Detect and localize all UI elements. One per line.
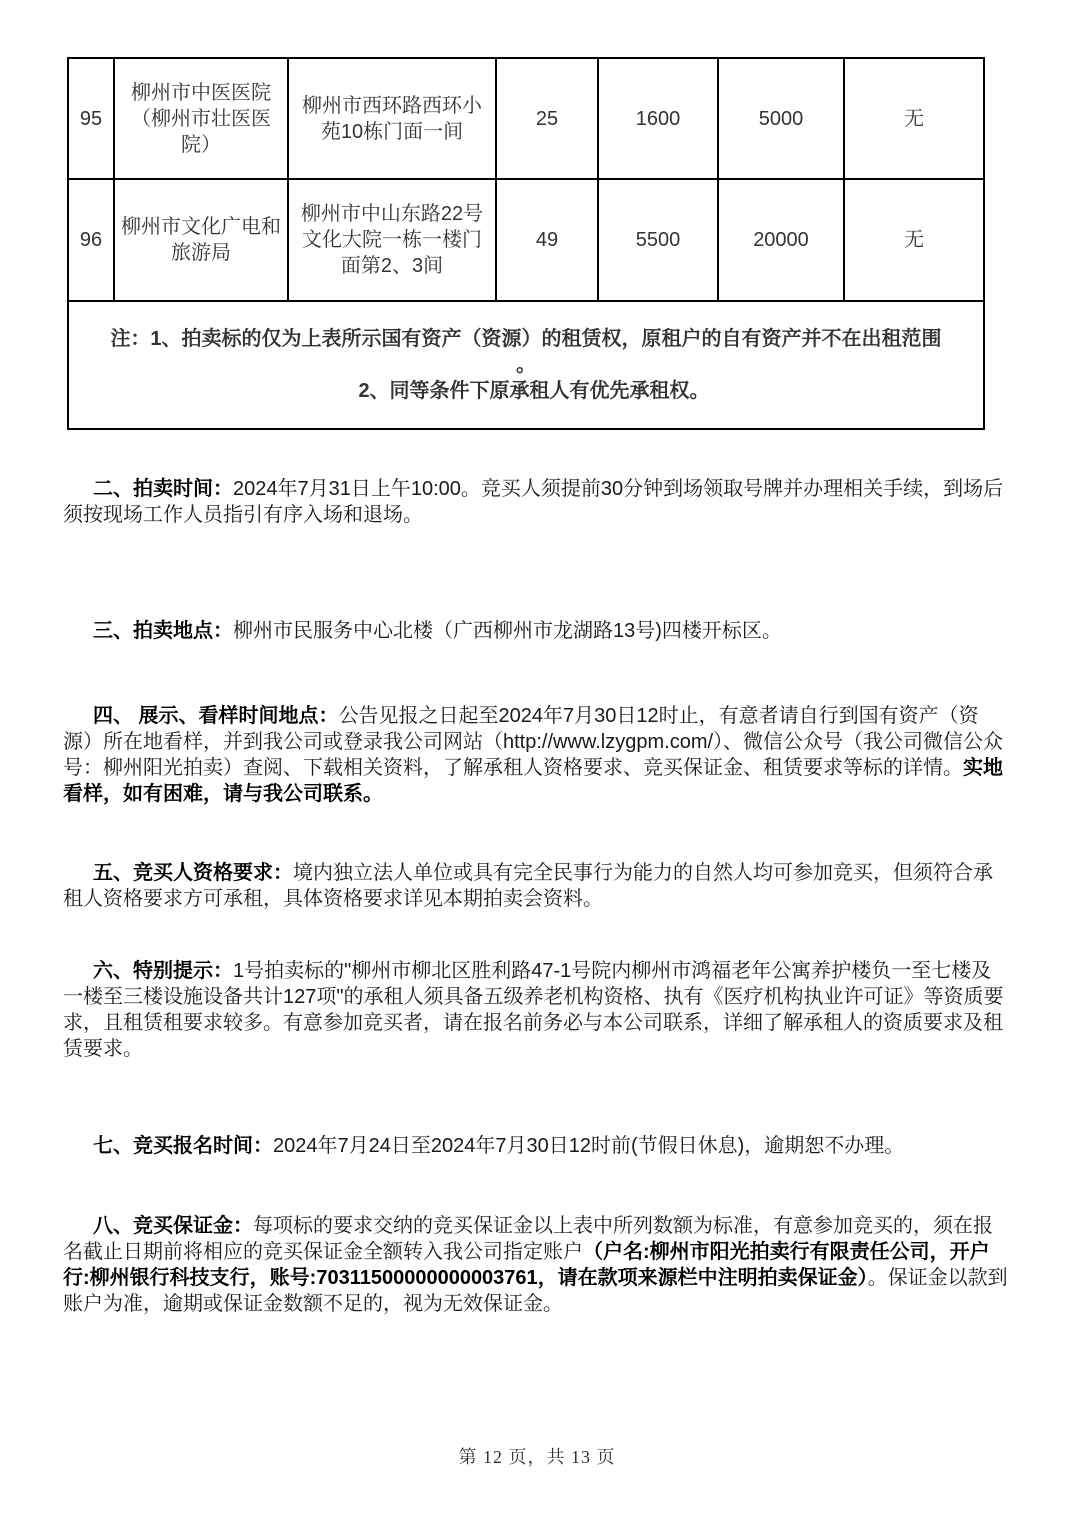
cell-deposit: 20000 [718, 179, 844, 301]
section-label: 五、竞买人资格要求： [93, 862, 293, 884]
section-special-notice [63, 958, 1008, 1062]
section-label: 七、竞买报名时间： [93, 1135, 273, 1157]
section-bold-text: 实地看样，如有困难，请与我公司联系。 [63, 757, 1003, 805]
cell-asset-location: 柳州市西环路西环小苑10栋门面一间 [288, 58, 496, 179]
notes-row [68, 301, 984, 429]
cell-asset-location: 柳州市中山东路22号文化大院一栋一楼门面第2、3间 [288, 179, 496, 301]
page-number-footer: 第 12 页，共 13 页 [458, 1447, 616, 1467]
cell-owner-name: 柳州市文化广电和旅游局 [114, 179, 288, 301]
note-line: 2、同等条件下原承租人有优先承租权。 [358, 380, 710, 402]
cell-area: 49 [496, 179, 598, 301]
section-text: 。保证金以款到账户为准，逾期或保证金数额不足的，视为无效保证金。 [63, 1267, 1008, 1315]
cell-lot-number: 95 [68, 58, 114, 179]
auction-lots-table [67, 57, 985, 430]
section-text: 2024年7月31日上午10:00。竞买人须提前30分钟到场领取号牌并办理相关手续，到场后须按现场工作人员指引有序入场和退场。 [63, 478, 1004, 526]
note-line: 注：1、拍卖标的仅为上表所示国有资产（资源）的租赁权，原租户的自有资产并不在出租范围 [110, 328, 942, 350]
section-text: 境内独立法人单位或具有完全民事行为能力的自然人均可参加竞买，但须符合承租人资格要求方可承租，具体资格要求详见本期拍卖会资料。 [63, 862, 993, 910]
section-text: 1号拍卖标的"柳州市柳北区胜利路47-1号院内柳州市鸿福老年公寓养护楼负一至七楼及一楼至三楼设施设备共计127项"的承租人须具备五级养老机构资格、执有《医疗机构执业许可证》等资质要求，且租赁租要求较多。有意参加竞买者，请在报名前务必与本公司联系，详细了解承租人的资质要求及租赁要求。 [63, 960, 1004, 1060]
section-viewing-time-place [63, 703, 1008, 807]
cell-remark: 无 [844, 58, 984, 179]
table-row [68, 179, 984, 301]
section-label: 八、竞买保证金： [93, 1215, 253, 1237]
section-text: 柳州市民服务中心北楼（广西柳州市龙湖路13号)四楼开标区。 [233, 620, 782, 642]
table-notes [68, 301, 984, 429]
table-row [68, 58, 984, 179]
cell-rent: 1600 [598, 58, 718, 179]
section-bid-deposit [63, 1213, 1008, 1317]
section-label: 四、 展示、看样时间地点： [93, 705, 339, 727]
section-auction-time [63, 476, 1008, 528]
section-bold-text: （户名:柳州市阳光拍卖行有限责任公司，开户行:柳州银行科技支行，账号:70311500000000003761，请在款项来源栏中注明拍卖保证金） [63, 1241, 990, 1289]
cell-rent: 5500 [598, 179, 718, 301]
announcement-body [63, 476, 1008, 1317]
section-auction-venue [63, 618, 1008, 644]
note-line: 。 [516, 354, 536, 376]
cell-owner-name: 柳州市中医医院（柳州市壮医医院） [114, 58, 288, 179]
cell-lot-number: 96 [68, 179, 114, 301]
cell-area: 25 [496, 58, 598, 179]
section-registration-time [63, 1133, 1008, 1159]
section-text: 公告见报之日起至2024年7月30日12时止，有意者请自行到国有资产（资源）所在地看样，并到我公司或登录我公司网站（http://www.lzygpm.com/）、微信公众号（我公司微信公众号：柳州阳光拍卖）查阅、下载相关资料，了解承租人资格要求、竞买保证金、租赁要求等标的详情。 [63, 705, 1004, 779]
cell-deposit: 5000 [718, 58, 844, 179]
section-label: 三、拍卖地点： [93, 620, 233, 642]
section-label: 二、拍卖时间： [93, 478, 233, 500]
cell-remark: 无 [844, 179, 984, 301]
section-label: 六、特别提示： [93, 960, 233, 982]
section-bidder-qualification [63, 860, 1008, 912]
section-text: 2024年7月24日至2024年7月30日12时前(节假日休息)，逾期恕不办理。 [273, 1135, 905, 1157]
section-text: 每项标的要求交纳的竞买保证金以上表中所列数额为标准，有意参加竞买的，须在报名截止日期前将相应的竞买保证金全额转入我公司指定账户 [63, 1215, 993, 1263]
